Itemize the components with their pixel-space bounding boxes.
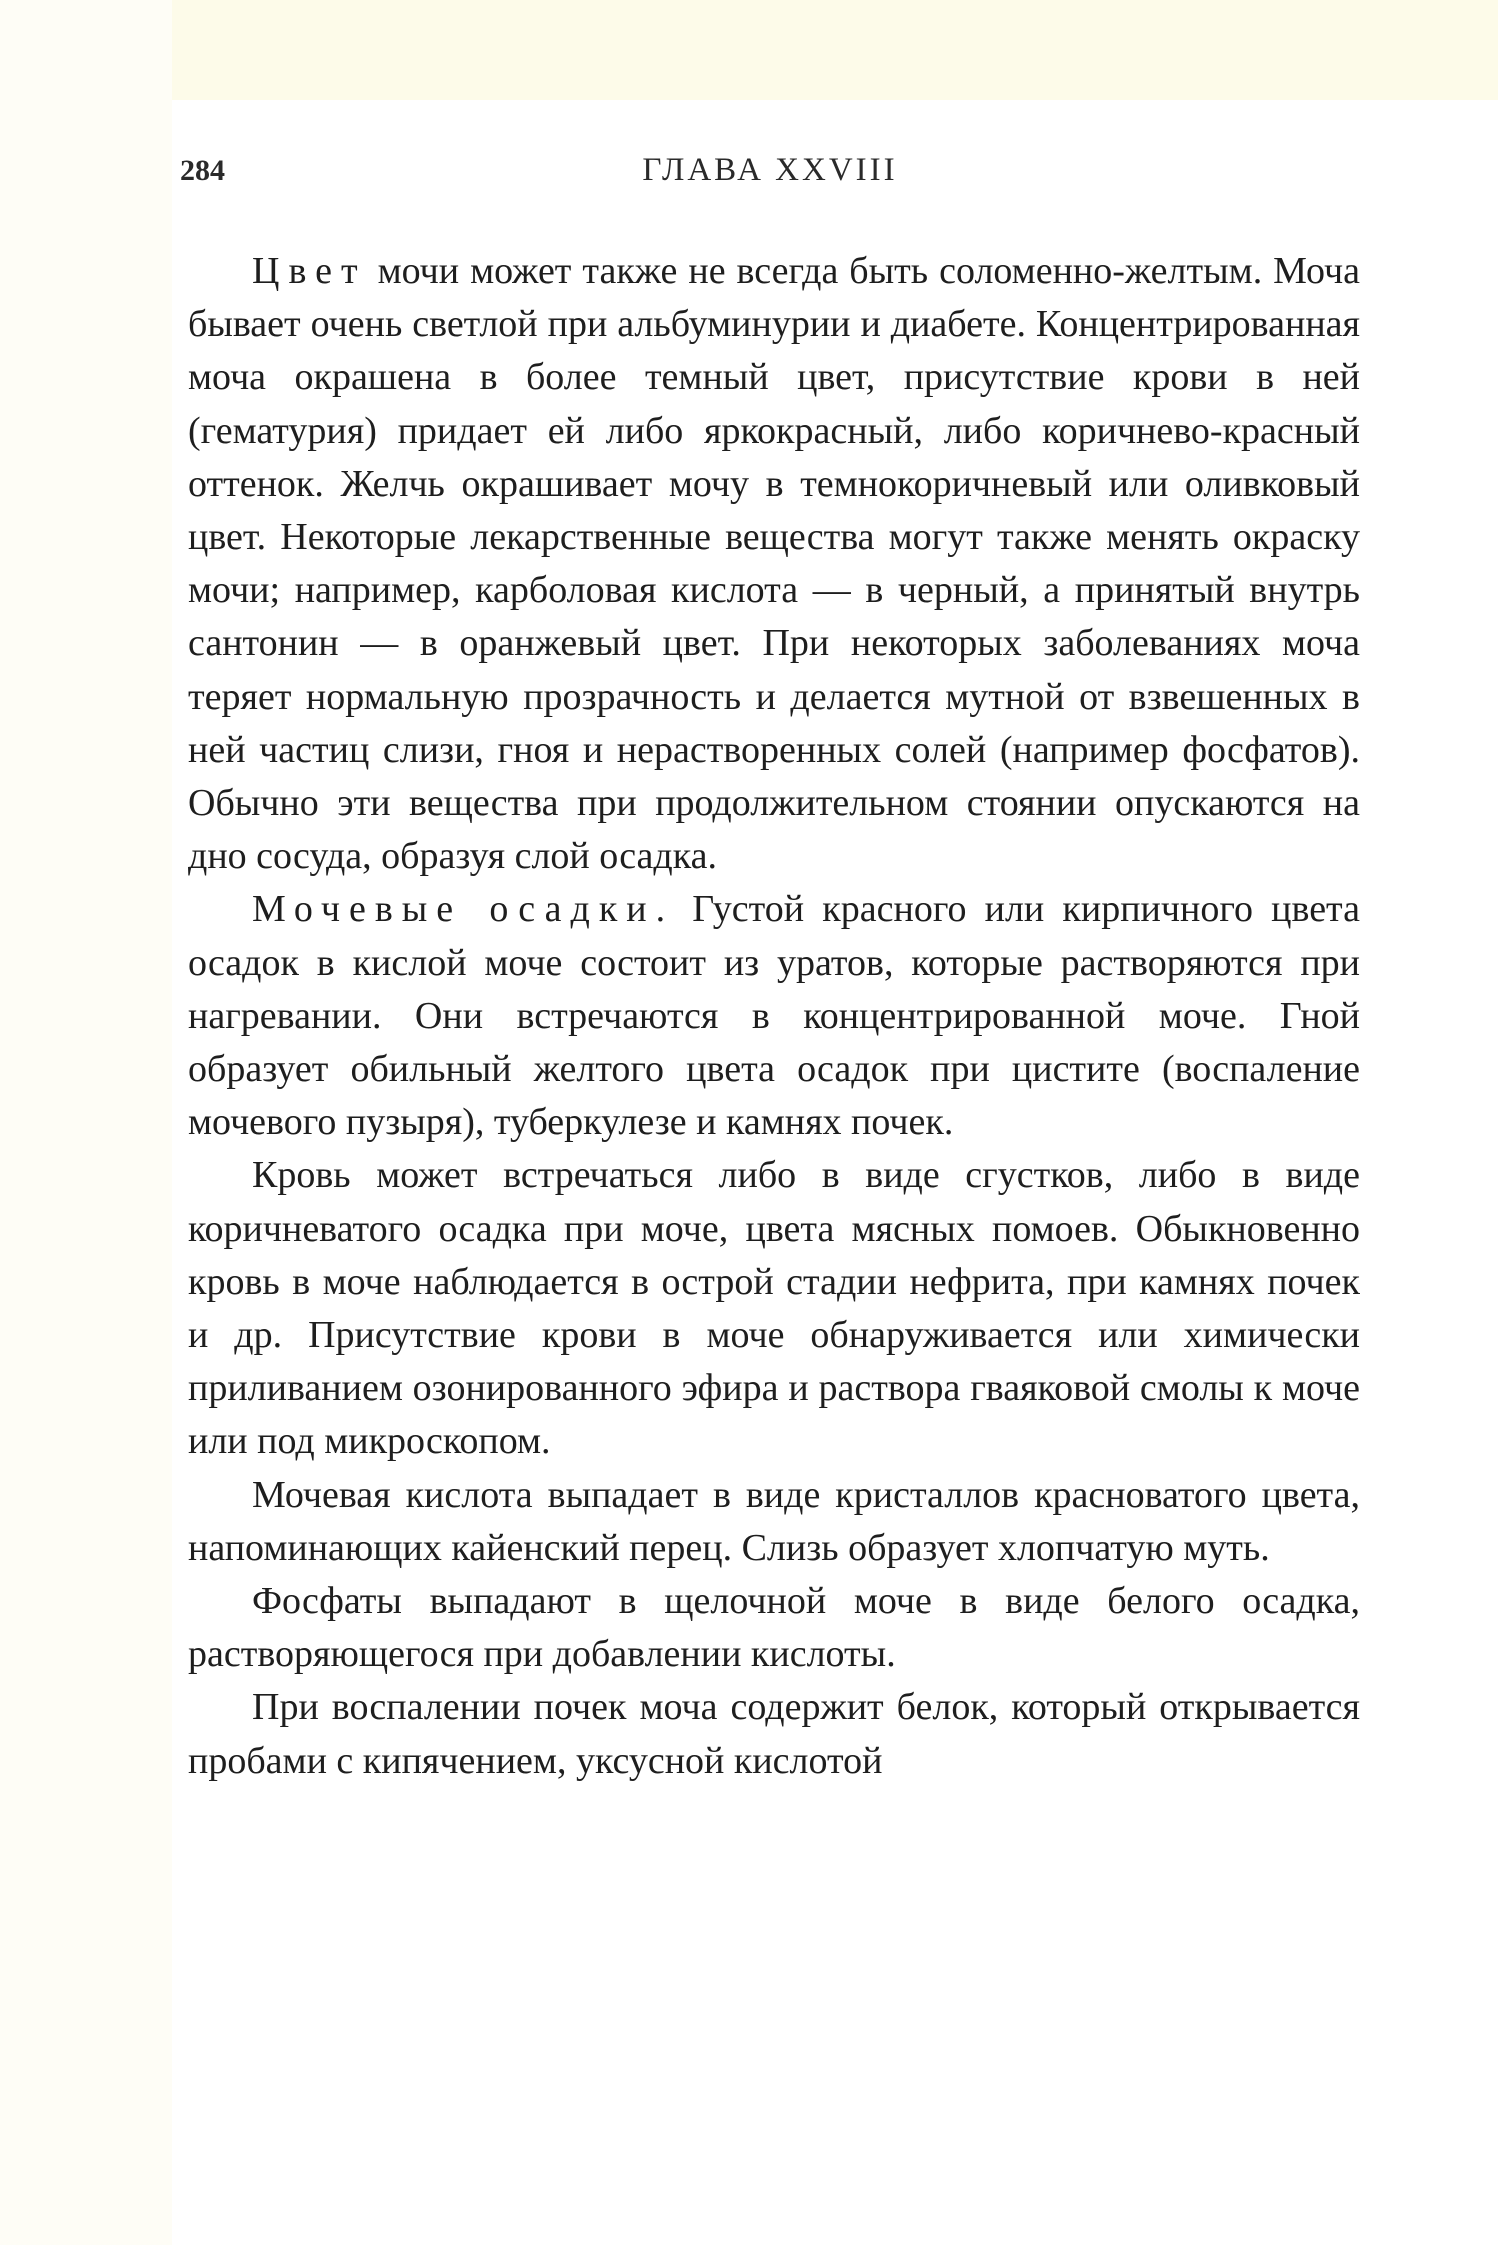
- body-text: [188, 245, 1360, 1788]
- paragraph-text: мочи может также не всегда быть соломенно-желтым. Моча бывает очень светлой при альбуминурии и диабете. Концентрированная моча окрашена в более темный цвет, присутствие крови в ней (гематурия) придает ей либо яркокрасный, либо коричнево-красный оттенок. Желчь окрашивает мочу в темнокоричневый или оливковый цвет. Некоторые лекарственные вещества могут также менять окраску мочи; например, карболовая кислота — в черный, а принятый внутрь сантонин — в оранжевый цвет. При некоторых заболеваниях моча теряет нормальную прозрачность и делается мутной от взвешенных в ней частиц слизи, гноя и нерастворенных солей (например фосфатов). Обычно эти вещества при продолжительном стоянии опускаются на дно сосуда, образуя слой осадка.: [188, 250, 1360, 878]
- paragraph-blood: [188, 1149, 1360, 1468]
- paragraph-lead: Цвет: [252, 250, 367, 292]
- paragraph-text: Фосфаты выпадают в щелочной моче в виде белого осадка, растворяющегося при добавлении кислоты.: [188, 1580, 1360, 1676]
- running-head: ГЛАВА XXVIII: [642, 152, 898, 188]
- paragraph-text: Густой красного или кирпичного цвета осадок в кислой моче состоит из уратов, которые растворяются при нагревании. Они встречаются в концентрированной моче. Гной образует обильный желтого цвета осадок при цистите (воспаление мочевого пузыря), туберкулезе и камнях почек.: [188, 888, 1360, 1144]
- paragraph-text: Мочевая кислота выпадает в виде кристаллов красноватого цвета, напоминающих кайенский перец. Слизь образует хлопчатую муть.: [188, 1473, 1360, 1569]
- paragraph-text: Кровь может встречаться либо в виде сгустков, либо в виде коричневатого осадка при моче, цвета мясных помоев. Обыкновенно кровь в моче наблюдается в острой стадии нефрита, при камнях почек и др. Присутствие крови в моче обнаруживается или химически приливанием озонированного эфира и раствора гваяковой смолы к моче или под микроскопом.: [188, 1154, 1360, 1463]
- paragraph-uric-acid: [188, 1469, 1360, 1575]
- scan-margin-top: [0, 0, 1498, 100]
- paragraph-protein: [188, 1681, 1360, 1787]
- scan-margin-left: [0, 0, 172, 2245]
- page-number: 284: [180, 154, 225, 187]
- paragraph-text: При воспалении почек моча содержит белок, который открывается пробами с кипячением, уксусной кислотой: [188, 1686, 1360, 1782]
- page-header: [180, 148, 1360, 208]
- paragraph-sediments: [188, 883, 1360, 1149]
- paragraph-color: [188, 245, 1360, 883]
- paragraph-phosphates: [188, 1575, 1360, 1681]
- paragraph-lead: Мочевые осадки.: [252, 888, 675, 931]
